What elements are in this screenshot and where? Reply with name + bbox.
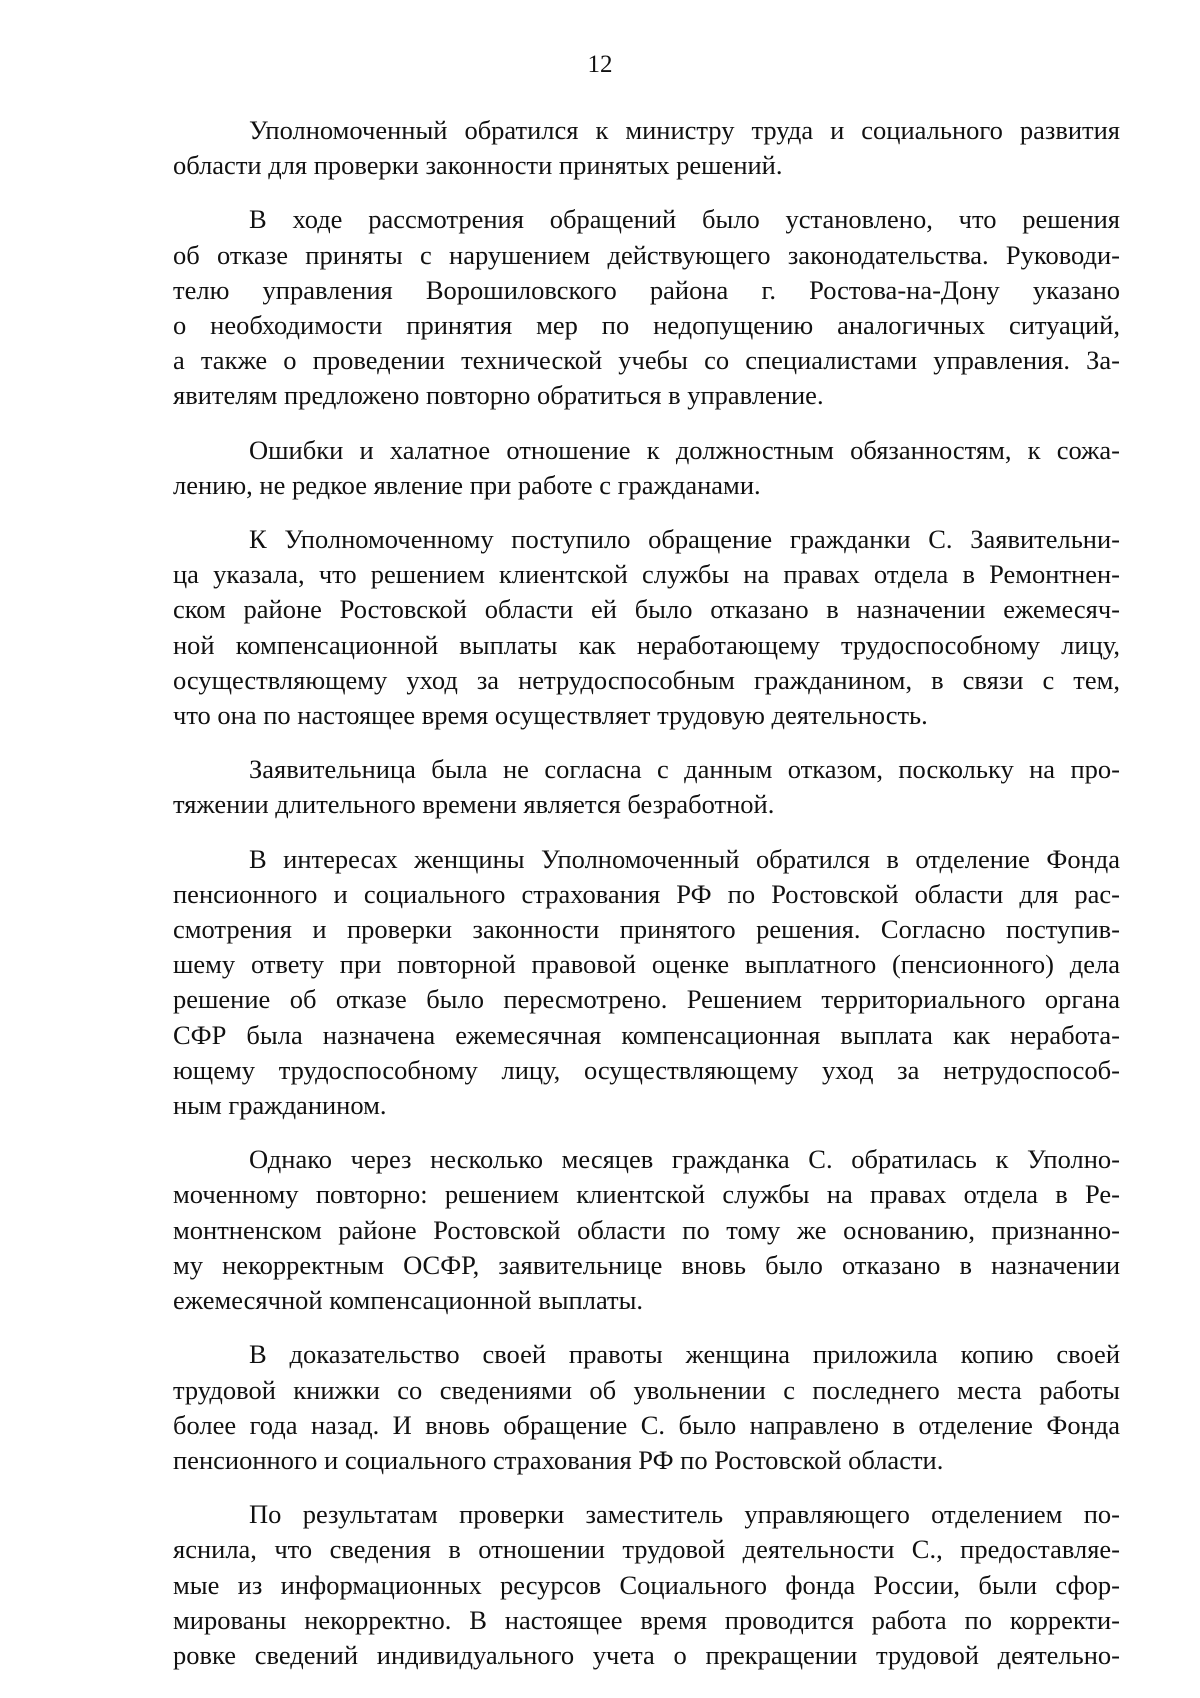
paragraph bbox=[173, 433, 1120, 503]
text-line: шему ответу при повторной правовой оценке выплатного (пенсионного) дела bbox=[173, 949, 1120, 980]
paragraph bbox=[173, 752, 1120, 822]
document-body bbox=[173, 113, 1120, 1692]
text-line: мированы некорректно. В настоящее время проводится работа по корректи- bbox=[173, 1604, 1120, 1635]
text-line: Уполномоченный обратился к министру труда и социального развития bbox=[249, 115, 1120, 145]
text-line: пенсионного и социального страхования РФ по Ростовской области. bbox=[173, 1444, 944, 1475]
text-line: ровке сведений индивидуального учета о прекращении трудовой деятельно- bbox=[173, 1639, 1120, 1670]
paragraph bbox=[173, 1497, 1120, 1673]
text-line: области для проверки законности принятых решений. bbox=[173, 150, 783, 181]
page-number: 12 bbox=[587, 51, 613, 78]
text-line: что она по настоящее время осуществляет трудовую деятельность. bbox=[173, 700, 928, 731]
text-line: мые из информационных ресурсов Социального фонда России, были сфор- bbox=[173, 1569, 1120, 1600]
text-line: В ходе рассмотрения обращений было установлено, что решения bbox=[249, 204, 1120, 235]
text-line: ной компенсационной выплаты как неработающему трудоспособному лицу, bbox=[173, 629, 1120, 660]
text-line: ском районе Ростовской области ей было отказано в назначении ежемесяч- bbox=[173, 594, 1120, 625]
text-line: решение об отказе было пересмотрено. Решением территориального органа bbox=[173, 984, 1120, 1015]
text-line: ным гражданином. bbox=[173, 1090, 387, 1121]
text-line: ющему трудоспособному лицу, осуществляющему уход за нетрудоспособ- bbox=[173, 1054, 1120, 1085]
paragraph bbox=[173, 113, 1120, 183]
text-line: о необходимости принятия мер по недопущению аналогичных ситуаций, bbox=[173, 310, 1120, 341]
text-line: моченному повторно: решением клиентской службы на правах отдела в Ре- bbox=[173, 1179, 1120, 1210]
text-line: телю управления Ворошиловского района г. Ростова-на-Дону указано bbox=[173, 274, 1120, 305]
text-line: об отказе приняты с нарушением действующего законодательства. Руководи- bbox=[173, 239, 1120, 270]
text-line: лению, не редкое явление при работе с гражданами. bbox=[173, 469, 761, 500]
text-line: осуществляющему уход за нетрудоспособным гражданином, в связи с тем, bbox=[173, 664, 1120, 695]
text-line: тяжении длительного времени является безработной. bbox=[173, 789, 775, 820]
paragraph bbox=[173, 522, 1120, 733]
paragraph bbox=[173, 1337, 1120, 1478]
paragraph bbox=[173, 202, 1120, 413]
text-line: трудовой книжки со сведениями об увольнении с последнего места работы bbox=[173, 1374, 1120, 1405]
text-line: В доказательство своей правоты женщина приложила копию своей bbox=[249, 1339, 1120, 1370]
text-line: му некорректным ОСФР, заявительнице вновь было отказано в назначении bbox=[173, 1249, 1120, 1280]
text-line: К Уполномоченному поступило обращение гражданки С. Заявительни- bbox=[249, 524, 1120, 555]
text-line: смотрения и проверки законности принятого решения. Согласно поступив- bbox=[173, 914, 1120, 945]
text-line: По результатам проверки заместитель управляющего отделением по- bbox=[249, 1499, 1120, 1530]
text-line: явителям предложено повторно обратиться в управление. bbox=[173, 380, 824, 411]
text-line: монтненском районе Ростовской области по тому же основанию, признанно- bbox=[173, 1214, 1120, 1245]
text-line: Ошибки и халатное отношение к должностным обязанностям, к сожа- bbox=[249, 434, 1120, 465]
text-line: Заявительница была не согласна с данным отказом, поскольку на про- bbox=[249, 754, 1120, 785]
text-line: СФР была назначена ежемесячная компенсационная выплата как неработа- bbox=[173, 1019, 1120, 1050]
paragraph bbox=[173, 1142, 1120, 1318]
text-line: а также о проведении технической учебы со специалистами управления. За- bbox=[173, 345, 1120, 376]
text-line: Однако через несколько месяцев гражданка С. обратилась к Уполно- bbox=[249, 1144, 1120, 1175]
text-line: пенсионного и социального страхования РФ по Ростовской области для рас- bbox=[173, 878, 1120, 909]
text-line: яснила, что сведения в отношении трудовой деятельности С., предоставляе- bbox=[173, 1534, 1120, 1565]
text-line: ежемесячной компенсационной выплаты. bbox=[173, 1285, 644, 1316]
text-line: ца указала, что решением клиентской службы на правах отдела в Ремонтнен- bbox=[173, 559, 1120, 590]
text-line: более года назад. И вновь обращение С. было направлено в отделение Фонда bbox=[173, 1409, 1120, 1440]
text-line: В интересах женщины Уполномоченный обратился в отделение Фонда bbox=[249, 843, 1120, 874]
paragraph bbox=[173, 842, 1120, 1124]
